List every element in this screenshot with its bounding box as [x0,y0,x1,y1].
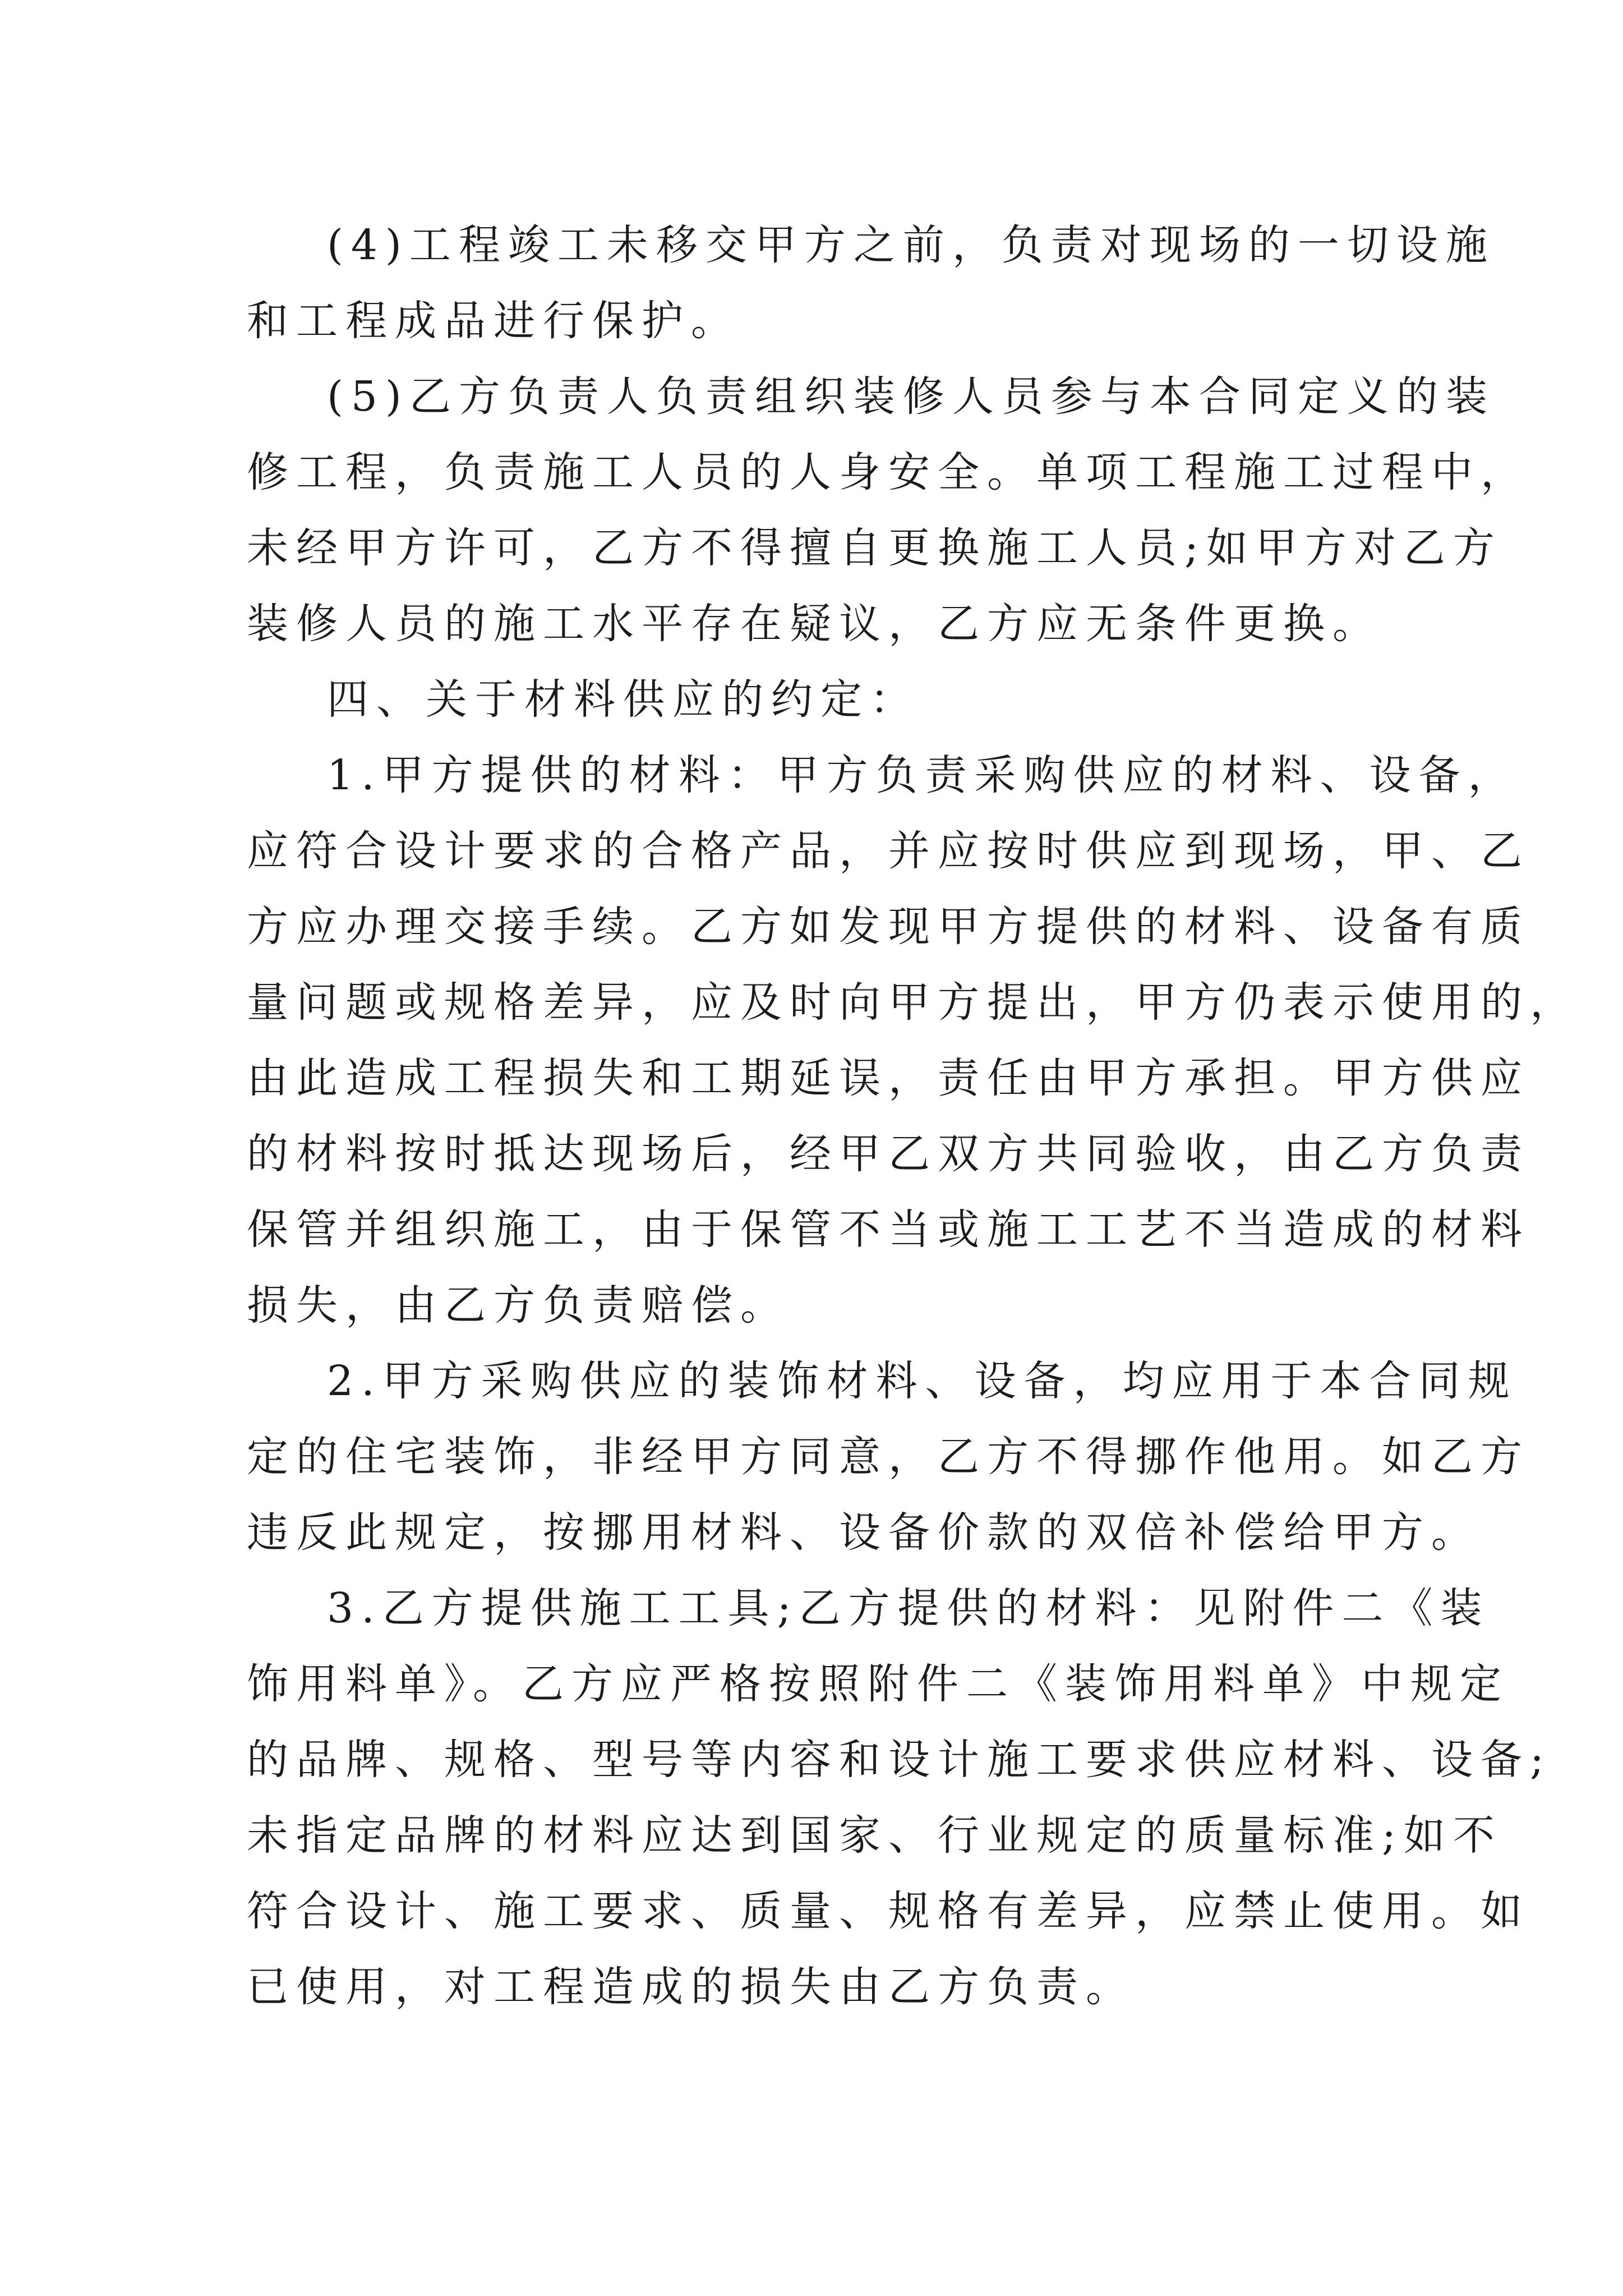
text-line: 量问题或规格差异，应及时向甲方提出，甲方仍表示使用的， [247,978,1579,1027]
text-line: 的品牌、规格、型号等内容和设计施工要求供应材料、设备; [247,1736,1552,1784]
text-line: 保管并组织施工，由于保管不当或施工工艺不当造成的材料 [247,1205,1530,1254]
text-line: 符合设计、施工要求、质量、规格有差异，应禁止使用。如 [247,1887,1530,1935]
text-line: 未经甲方许可，乙方不得擅自更换施工人员;如甲方对乙方 [247,524,1502,572]
text-line: 应符合设计要求的合格产品，并应按时供应到现场，甲、乙 [247,827,1530,875]
text-line: 3.乙方提供施工工具;乙方提供的材料：见附件二《装 [327,1584,1490,1632]
text-line: 修工程，负责施工人员的人身安全。单项工程施工过程中， [247,448,1530,496]
text-line: 饰用料单》。乙方应严格按照附件二《装饰用料单》中规定 [247,1660,1509,1708]
text-line: 装修人员的施工水平存在疑议，乙方应无条件更换。 [247,600,1382,648]
text-line: 1.甲方提供的材料：甲方负责采购供应的材料、设备， [327,751,1518,799]
text-line: (5)乙方负责人负责组织装修人员参与本合同定义的装 [327,372,1495,421]
text-line: 和工程成品进行保护。 [247,297,740,345]
text-line: 未指定品牌的材料应达到国家、行业规定的质量标准;如不 [247,1811,1502,1860]
text-line: 违反此规定，按挪用材料、设备价款的双倍补偿给甲方。 [247,1508,1481,1557]
text-line: 的材料按时抵达现场后，经甲乙双方共同验收，由乙方负责 [247,1130,1530,1178]
text-line: 由此造成工程损失和工期延误，责任由甲方承担。甲方供应 [247,1054,1530,1102]
text-line: 已使用，对工程造成的损失由乙方负责。 [247,1963,1135,2011]
text-line: 定的住宅装饰，非经甲方同意，乙方不得挪作他用。如乙方 [247,1433,1530,1481]
text-line: 2.甲方采购供应的装饰材料、设备，均应用于本合同规 [327,1357,1518,1405]
text-line: (4)工程竣工未移交甲方之前，负责对现场的一切设施 [327,221,1495,269]
section-heading: 四、关于材料供应的约定： [327,675,919,724]
text-line: 方应办理交接手续。乙方如发现甲方提供的材料、设备有质 [247,903,1530,951]
text-line: 损失，由乙方负责赔偿。 [247,1281,790,1329]
